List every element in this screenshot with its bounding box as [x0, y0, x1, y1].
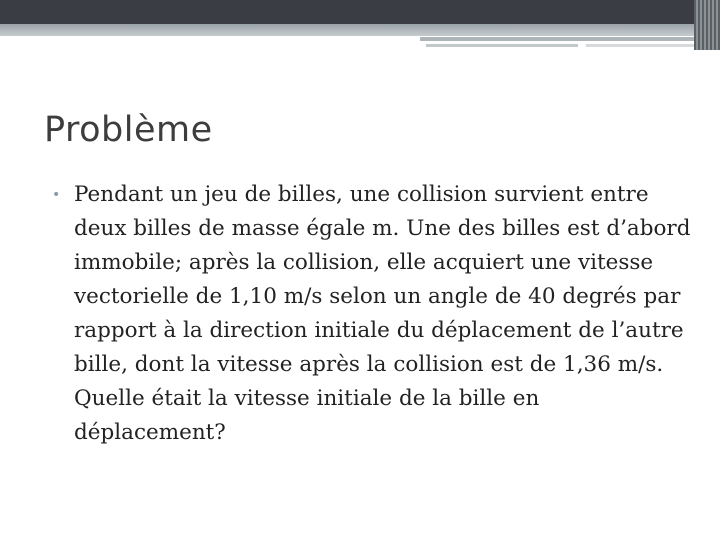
header-strip [0, 24, 720, 36]
bullet-text: Pendant un jeu de billes, une collision survient entre deux billes de masse égale m. Une des billes est d’abord immobile; après la collision, elle acquiert une vitesse vectorielle de 1,10 m/s selon un angle de 40 degrés par rapport à la direction initiale du déplacement de l’autre bille, dont la vitesse après la collision est de 1,36 m/s. Quelle était la vitesse initiale de la bille en déplacement? [74, 182, 691, 445]
slide-body [52, 178, 692, 450]
header-accent-line [426, 44, 578, 47]
slide-title: Problème [44, 110, 213, 150]
header-accent-line [420, 37, 720, 41]
bullet-icon: • [52, 187, 61, 203]
header-stripes [694, 0, 720, 50]
bullet-item [52, 178, 692, 450]
header-band [0, 0, 720, 24]
